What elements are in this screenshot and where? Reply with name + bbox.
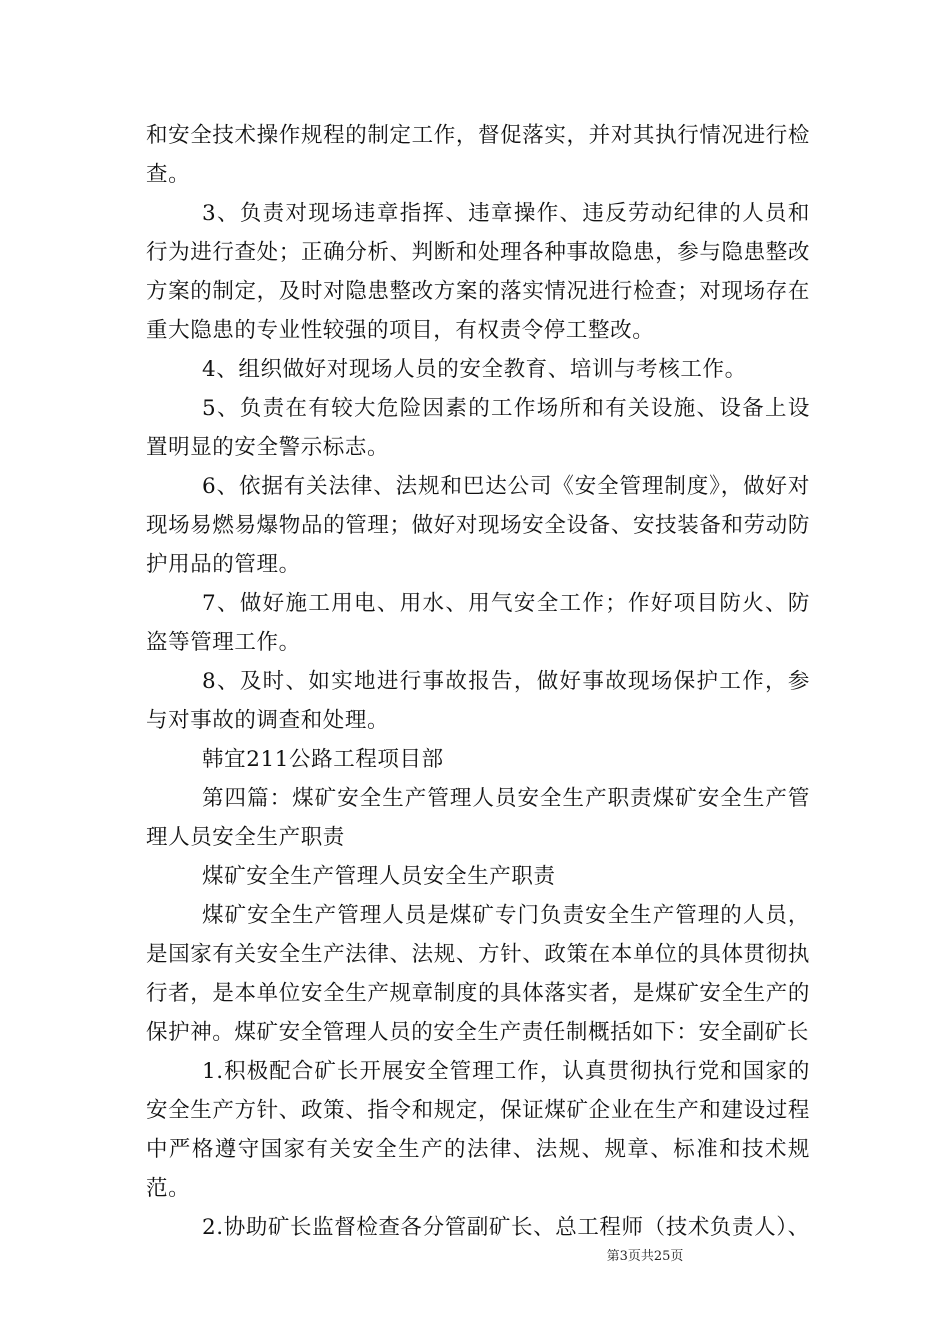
paragraph-duty-1: 1.积极配合矿长开展安全管理工作，认真贯彻执行党和国家的安全生产方针、政策、指令和规定，保证煤矿企业在生产和建设过程中严格遵守国家有关安全生产的法律、法规、规章、标准和技术规范。 <box>146 1059 810 1201</box>
document-body <box>146 116 810 1247</box>
section-heading: 第四篇：煤矿安全生产管理人员安全生产职责煤矿安全生产管理人员安全生产职责 <box>146 786 810 850</box>
paragraph-intro: 煤矿安全生产管理人员是煤矿专门负责安全生产管理的人员，是国家有关安全生产法律、法规、方针、政策在本单位的具体贯彻执行者，是本单位安全生产规章制度的具体落实者，是煤矿安全生产的保护神。煤矿安全管理人员的安全生产责任制概括如下：安全副矿长 <box>146 903 810 1045</box>
signature-line: 韩宜211公路工程项目部 <box>202 747 444 772</box>
paragraph-item-8: 8、及时、如实地进行事故报告，做好事故现场保护工作，参与对事故的调查和处理。 <box>146 669 810 733</box>
paragraph-item-7: 7、做好施工用电、用水、用气安全工作；作好项目防火、防盗等管理工作。 <box>146 591 810 655</box>
paragraph-item-3: 3、负责对现场违章指挥、违章操作、违反劳动纪律的人员和行为进行查处；正确分析、判断和处理各种事故隐患，参与隐患整改方案的制定，及时对隐患整改方案的落实情况进行检查；对现场存在重大隐患的专业性较强的项目，有权责令停工整改。 <box>146 201 810 343</box>
paragraph-continuation: 和安全技术操作规程的制定工作，督促落实，并对其执行情况进行检查。 <box>146 123 810 187</box>
paragraph-duty-2: 2.协助矿长监督检查各分管副矿长、总工程师（技术负责人）、 <box>202 1215 810 1240</box>
page-number-footer: 第3页共25页 <box>606 1249 684 1264</box>
paragraph-item-6: 6、依据有关法律、法规和巴达公司《安全管理制度》，做好对现场易燃易爆物品的管理；做好对现场安全设备、安技装备和劳动防护用品的管理。 <box>146 474 810 577</box>
paragraph-item-4: 4、组织做好对现场人员的安全教育、培训与考核工作。 <box>202 357 747 382</box>
paragraph-item-5: 5、负责在有较大危险因素的工作场所和有关设施、设备上设置明显的安全警示标志。 <box>146 396 810 460</box>
subsection-title: 煤矿安全生产管理人员安全生产职责 <box>202 864 556 889</box>
